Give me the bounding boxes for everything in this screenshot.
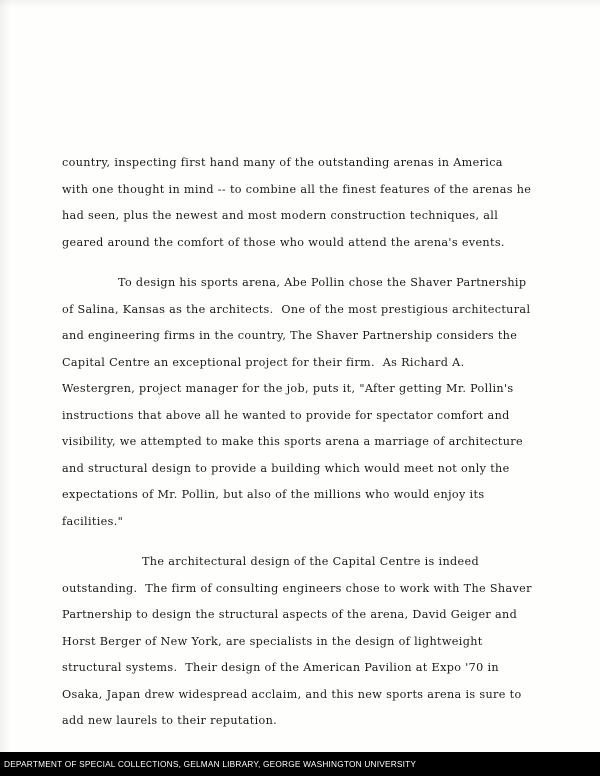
paragraph-architects: To design his sports arena, Abe Pollin chose the Shaver Partnership of Salina, Kansas as the architects. One of the most prestigious architectural and engineering firms in the country, The Shaver Partnership considers the Capital Centre an exceptional project for their firm. As Richard A. Westergren, project manager for the job, puts it, "After getting Mr. Pollin's instructions that above all he wanted to provide for spectator comfort and visibility, we attempted to make this sports arena a marriage of architecture and structural design to provide a building which would meet not only the expectations of Mr. Pollin, but also of the millions who would enjoy its facilities." [62,276,535,528]
paragraph-architectural-design: The architectural design of the Capital Centre is indeed outstanding. The firm of consulting engineers chose to work with The Shaver Partnership to design the structural aspects of the arena, David Geiger and Horst Berger of New York, are specialists in the design of lightweight structural systems. Their design of the American Pavilion at Expo '70 in Osaka, Japan drew widespread acclaim, and this new sports arena is sure to add new laurels to their reputation. [62,555,536,727]
archive-credit-label: DEPARTMENT OF SPECIAL COLLECTIONS, GELMAN LIBRARY, GEORGE WASHINGTON UNIVERSITY [4,759,417,769]
scan-edge-shadow-top [0,0,600,8]
paragraph-continuation: country, inspecting first hand many of the outstanding arenas in America with one thought in mind -- to combine all the finest features of the arenas he had seen, plus the newest and most modern construction techniques, all geared around the comfort of those who would attend the arena's events. [62,156,536,249]
archive-credit-bar [0,752,600,776]
document-body-text [62,150,536,735]
scan-edge-shadow-left [0,0,10,752]
